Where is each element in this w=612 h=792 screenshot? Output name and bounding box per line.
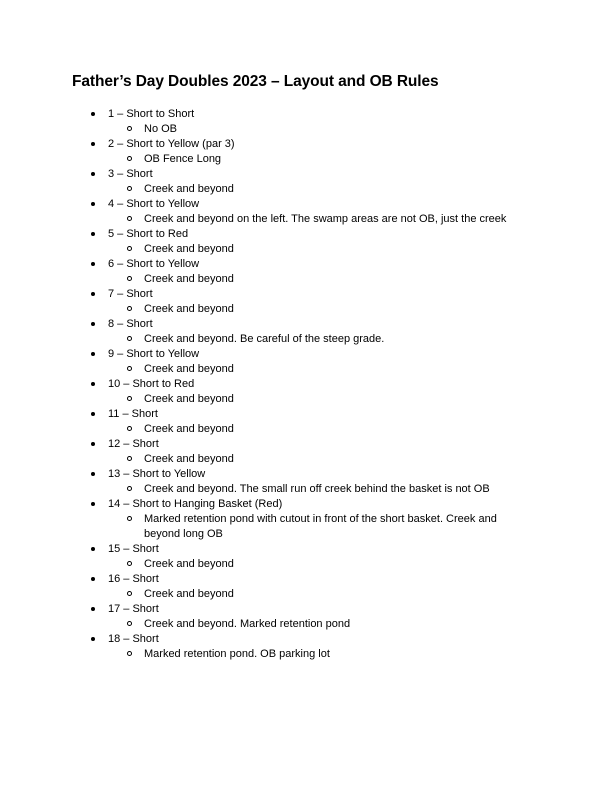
hole-label: 4 – Short to Yellow bbox=[108, 198, 200, 210]
bullet-circle-icon bbox=[127, 482, 135, 497]
hole-line bbox=[0, 347, 612, 362]
bullet-circle-icon bbox=[127, 647, 135, 662]
ob-rule-text: Creek and beyond. Marked retention pond bbox=[144, 618, 351, 630]
ob-rule-list bbox=[0, 302, 612, 317]
bullet-circle-icon bbox=[127, 512, 135, 527]
bullet-disc-icon bbox=[91, 197, 96, 212]
ob-rule-text: Creek and beyond bbox=[144, 453, 234, 465]
bullet-disc-icon bbox=[91, 107, 96, 122]
hole-line bbox=[0, 467, 612, 482]
ob-rule-list bbox=[0, 242, 612, 257]
ob-rule-text: Marked retention pond. OB parking lot bbox=[144, 648, 330, 660]
bullet-disc-icon bbox=[91, 317, 96, 332]
bullet-disc-icon bbox=[91, 287, 96, 302]
hole-item bbox=[0, 437, 612, 467]
hole-label: 6 – Short to Yellow bbox=[108, 258, 200, 270]
hole-item bbox=[0, 347, 612, 377]
hole-item bbox=[0, 572, 612, 602]
ob-rule-list bbox=[0, 512, 612, 542]
hole-line bbox=[0, 167, 612, 182]
hole-label: 9 – Short to Yellow bbox=[108, 348, 200, 360]
ob-rule-item bbox=[0, 272, 612, 287]
bullet-circle-icon bbox=[127, 242, 135, 257]
ob-rule-list bbox=[0, 587, 612, 602]
ob-rule-item bbox=[0, 617, 612, 632]
ob-rule-list bbox=[0, 647, 612, 662]
hole-item bbox=[0, 632, 612, 662]
ob-rule-text: Marked retention pond with cutout in front of the short basket. Creek and beyond long OB bbox=[144, 513, 497, 540]
page-title: Father’s Day Doubles 2023 – Layout and OB Rules bbox=[72, 73, 439, 90]
hole-line bbox=[0, 107, 612, 122]
ob-rule-item bbox=[0, 452, 612, 467]
hole-line bbox=[0, 572, 612, 587]
ob-rule-list bbox=[0, 392, 612, 407]
ob-rule-text: Creek and beyond bbox=[144, 558, 234, 570]
ob-rule-text: Creek and beyond. Be careful of the steep grade. bbox=[144, 333, 385, 345]
ob-rule-list bbox=[0, 122, 612, 137]
bullet-circle-icon bbox=[127, 557, 135, 572]
hole-item bbox=[0, 257, 612, 287]
ob-rule-text: Creek and beyond bbox=[144, 363, 234, 375]
bullet-circle-icon bbox=[127, 272, 135, 287]
hole-item bbox=[0, 377, 612, 407]
bullet-disc-icon bbox=[91, 347, 96, 362]
ob-rule-text: Creek and beyond on the left. The swamp areas are not OB, just the creek bbox=[144, 213, 507, 225]
hole-line bbox=[0, 227, 612, 242]
bullet-circle-icon bbox=[127, 152, 135, 167]
bullet-disc-icon bbox=[91, 632, 96, 647]
ob-rule-text: Creek and beyond bbox=[144, 243, 234, 255]
hole-line bbox=[0, 317, 612, 332]
hole-item bbox=[0, 407, 612, 437]
hole-list bbox=[0, 107, 612, 662]
hole-label: 12 – Short bbox=[108, 438, 159, 450]
ob-rule-item bbox=[0, 362, 612, 377]
ob-rule-item bbox=[0, 587, 612, 602]
ob-rule-list bbox=[0, 617, 612, 632]
hole-line bbox=[0, 437, 612, 452]
hole-label: 13 – Short to Yellow bbox=[108, 468, 206, 480]
hole-label: 3 – Short bbox=[108, 168, 153, 180]
ob-rule-list bbox=[0, 272, 612, 287]
hole-line bbox=[0, 287, 612, 302]
bullet-circle-icon bbox=[127, 617, 135, 632]
ob-rule-list bbox=[0, 452, 612, 467]
hole-label: 15 – Short bbox=[108, 543, 159, 555]
ob-rule-item bbox=[0, 647, 612, 662]
bullet-disc-icon bbox=[91, 137, 96, 152]
hole-item bbox=[0, 197, 612, 227]
hole-label: 18 – Short bbox=[108, 633, 159, 645]
bullet-disc-icon bbox=[91, 257, 96, 272]
ob-rule-list bbox=[0, 182, 612, 197]
ob-rule-item bbox=[0, 182, 612, 197]
hole-line bbox=[0, 197, 612, 212]
bullet-circle-icon bbox=[127, 452, 135, 467]
hole-item bbox=[0, 542, 612, 572]
hole-item bbox=[0, 107, 612, 137]
hole-line bbox=[0, 632, 612, 647]
bullet-disc-icon bbox=[91, 542, 96, 557]
hole-label: 10 – Short to Red bbox=[108, 378, 195, 390]
hole-item bbox=[0, 467, 612, 497]
bullet-disc-icon bbox=[91, 497, 96, 512]
ob-rule-text: OB Fence Long bbox=[144, 153, 222, 165]
ob-rule-text: Creek and beyond bbox=[144, 393, 234, 405]
bullet-circle-icon bbox=[127, 587, 135, 602]
hole-line bbox=[0, 497, 612, 512]
ob-rule-text: No OB bbox=[144, 123, 178, 135]
ob-rule-list bbox=[0, 212, 612, 227]
ob-rule-item bbox=[0, 152, 612, 167]
ob-rule-item bbox=[0, 557, 612, 572]
bullet-circle-icon bbox=[127, 182, 135, 197]
hole-item bbox=[0, 602, 612, 632]
hole-label: 1 – Short to Short bbox=[108, 108, 195, 120]
ob-rule-item bbox=[0, 482, 612, 497]
bullet-circle-icon bbox=[127, 362, 135, 377]
ob-rule-item bbox=[0, 422, 612, 437]
ob-rule-item bbox=[0, 332, 612, 347]
ob-rule-list bbox=[0, 482, 612, 497]
bullet-disc-icon bbox=[91, 167, 96, 182]
hole-label: 17 – Short bbox=[108, 603, 159, 615]
hole-line bbox=[0, 602, 612, 617]
ob-rule-text: Creek and beyond bbox=[144, 303, 234, 315]
hole-label: 11 – Short bbox=[108, 408, 158, 420]
bullet-disc-icon bbox=[91, 407, 96, 422]
ob-rule-list bbox=[0, 362, 612, 377]
ob-rule-item bbox=[0, 302, 612, 317]
bullet-circle-icon bbox=[127, 302, 135, 317]
bullet-circle-icon bbox=[127, 392, 135, 407]
hole-line bbox=[0, 257, 612, 272]
ob-rule-text: Creek and beyond bbox=[144, 423, 234, 435]
ob-rule-item bbox=[0, 122, 612, 137]
bullet-circle-icon bbox=[127, 122, 135, 137]
hole-item bbox=[0, 497, 612, 542]
ob-rule-list bbox=[0, 332, 612, 347]
hole-item bbox=[0, 227, 612, 257]
bullet-circle-icon bbox=[127, 332, 135, 347]
hole-label: 16 – Short bbox=[108, 573, 159, 585]
ob-rule-text: Creek and beyond bbox=[144, 273, 234, 285]
ob-rule-text: Creek and beyond bbox=[144, 588, 234, 600]
bullet-circle-icon bbox=[127, 422, 135, 437]
hole-label: 2 – Short to Yellow (par 3) bbox=[108, 138, 235, 150]
bullet-disc-icon bbox=[91, 572, 96, 587]
bullet-disc-icon bbox=[91, 602, 96, 617]
ob-rule-item bbox=[0, 512, 612, 542]
hole-label: 8 – Short bbox=[108, 318, 153, 330]
bullet-circle-icon bbox=[127, 212, 135, 227]
hole-label: 14 – Short to Hanging Basket (Red) bbox=[108, 498, 283, 510]
ob-rule-text: Creek and beyond. The small run off creek behind the basket is not OB bbox=[144, 483, 490, 495]
hole-item bbox=[0, 137, 612, 167]
bullet-disc-icon bbox=[91, 467, 96, 482]
ob-rule-item bbox=[0, 242, 612, 257]
hole-item bbox=[0, 167, 612, 197]
ob-rule-text: Creek and beyond bbox=[144, 183, 234, 195]
ob-rule-list bbox=[0, 422, 612, 437]
ob-rule-list bbox=[0, 557, 612, 572]
hole-item bbox=[0, 287, 612, 317]
ob-rule-list bbox=[0, 152, 612, 167]
hole-label: 5 – Short to Red bbox=[108, 228, 189, 240]
hole-label: 7 – Short bbox=[108, 288, 153, 300]
ob-rule-item bbox=[0, 392, 612, 407]
bullet-disc-icon bbox=[91, 437, 96, 452]
bullet-disc-icon bbox=[91, 377, 96, 392]
ob-rule-item bbox=[0, 212, 612, 227]
bullet-disc-icon bbox=[91, 227, 96, 242]
hole-line bbox=[0, 542, 612, 557]
hole-line bbox=[0, 407, 612, 422]
hole-line bbox=[0, 137, 612, 152]
hole-item bbox=[0, 317, 612, 347]
hole-line bbox=[0, 377, 612, 392]
